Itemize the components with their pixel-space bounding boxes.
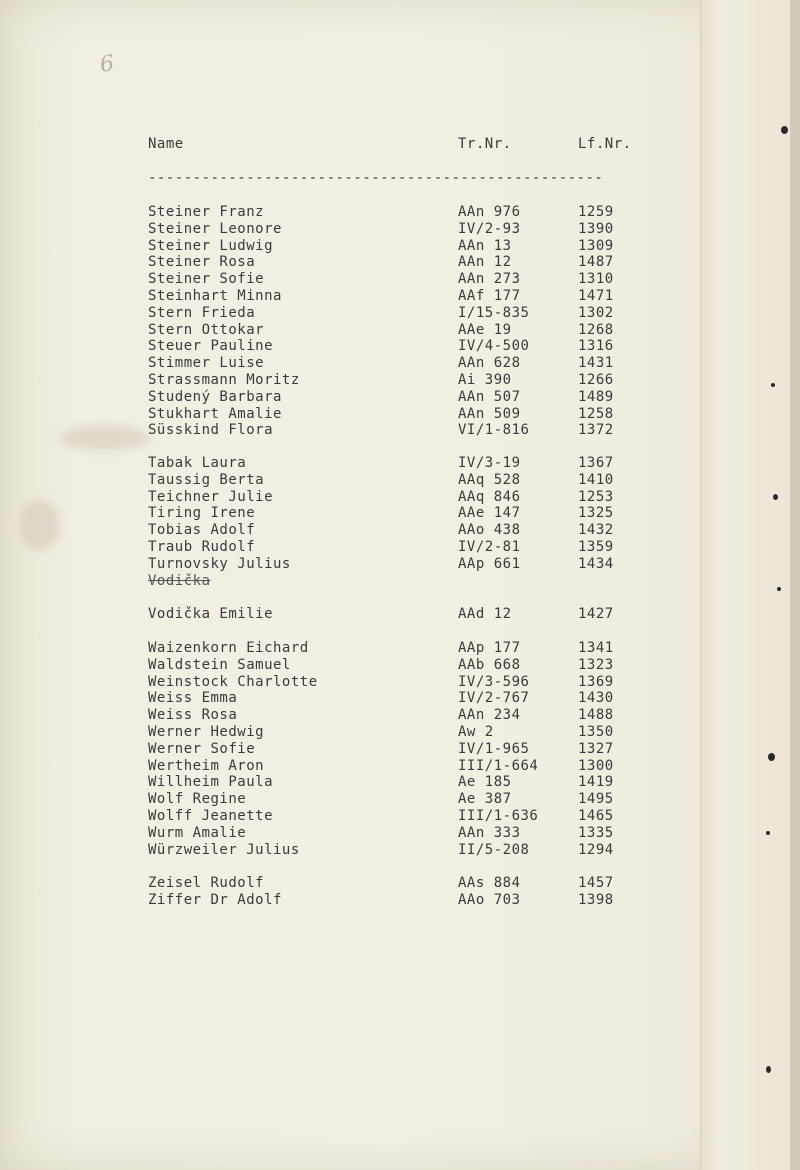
entry-name: Teichner Julie (148, 488, 274, 505)
entry-name: Willheim Paula (148, 774, 274, 791)
entry-lf-nr: 1471 (578, 288, 614, 304)
entry-tr-nr: AAn 509 (458, 405, 521, 422)
entry-name: Wolf Regine (148, 791, 247, 808)
speck (777, 587, 781, 591)
entry-lf-nr: 1294 (578, 841, 614, 858)
entry-lf-nr: 1316 (578, 338, 614, 355)
entry-name: Waldstein Samuel (148, 656, 291, 673)
entry-name: Vodička (148, 572, 211, 589)
entry-tr-nr: AAf 177 (458, 288, 521, 304)
entry-lf-nr: 1419 (578, 774, 614, 791)
entry-lf-nr: 1310 (578, 271, 614, 288)
entry-tr-nr: IV/2-93 (458, 220, 521, 237)
entry-name: Waizenkorn Eichard (148, 640, 309, 656)
pencil-page-number: 6 (98, 51, 116, 78)
entry-tr-nr: AAn 12 (458, 254, 512, 271)
entry-lf-nr: 1432 (578, 522, 614, 539)
entry-tr-nr: VI/1-816 (458, 422, 530, 439)
entry-tr-nr: AAp 177 (458, 640, 521, 656)
entry-name: Traub Rudolf (148, 539, 256, 555)
entry-name: Vodička Emilie (148, 606, 274, 622)
entry-name: Weinstock Charlotte (148, 673, 318, 690)
header-name: Name (148, 136, 184, 152)
entry-name: Steinhart Minna (148, 288, 282, 304)
speck (781, 126, 788, 134)
entry-name: Weiss Emma (148, 690, 238, 707)
entry-name: Turnovsky Julius (148, 555, 291, 572)
entry-name: Tobias Adolf (148, 522, 256, 539)
entry-lf-nr: 1488 (578, 707, 614, 724)
entry-lf-nr: 1359 (578, 539, 614, 555)
entry-lf-nr: 1253 (578, 488, 614, 505)
entry-lf-nr: 1258 (578, 405, 614, 422)
entry-tr-nr: I/15-835 (458, 304, 530, 321)
entry-tr-nr: Ai 390 (458, 372, 512, 388)
entry-name: Süsskind Flora (148, 422, 274, 439)
entry-name: Werner Sofie (148, 740, 256, 757)
entry-lf-nr: 1457 (578, 875, 614, 891)
entry-tr-nr: IV/1-965 (458, 740, 530, 757)
entry-name: Steiner Leonore (148, 220, 282, 237)
entry-lf-nr: 1268 (578, 321, 614, 338)
entry-tr-nr: IV/3-596 (458, 673, 530, 690)
entry-tr-nr: AAp 661 (458, 555, 521, 572)
entry-tr-nr: AAb 668 (458, 656, 521, 673)
entry-name: Zeisel Rudolf (148, 875, 265, 891)
entry-tr-nr: AAn 234 (458, 707, 521, 724)
entry-lf-nr: 1489 (578, 388, 614, 405)
entry-tr-nr: AAo 438 (458, 522, 521, 539)
entry-lf-nr: 1427 (578, 606, 614, 622)
entry-name: Stern Ottokar (148, 321, 265, 338)
entry-name: Wurm Amalie (148, 824, 247, 841)
entry-tr-nr: Ae 387 (458, 791, 512, 808)
entry-name: Tiring Irene (148, 505, 256, 522)
entry-lf-nr: 1430 (578, 690, 614, 707)
entry-tr-nr: IV/3-19 (458, 455, 521, 471)
entry-tr-nr: AAn 333 (458, 824, 521, 841)
header-divider: --------------------------------------------------- (148, 170, 604, 186)
entry-tr-nr: AAn 628 (458, 355, 521, 372)
entry-tr-nr: AAe 147 (458, 505, 521, 522)
entry-lf-nr: 1410 (578, 471, 614, 488)
entry-tr-nr: AAq 528 (458, 471, 521, 488)
entry-lf-nr: 1266 (578, 372, 614, 388)
entry-lf-nr: 1259 (578, 204, 614, 220)
entry-name: Steiner Ludwig (148, 237, 274, 254)
entry-tr-nr: IV/4-500 (458, 338, 530, 355)
entry-tr-nr: III/1-636 (458, 808, 539, 824)
entry-name: Stimmer Luise (148, 355, 265, 372)
entry-tr-nr: AAd 12 (458, 606, 512, 622)
entry-lf-nr: 1465 (578, 808, 614, 824)
speck (768, 753, 775, 761)
entry-tr-nr: IV/2-767 (458, 690, 530, 707)
entry-tr-nr: AAs 884 (458, 875, 521, 891)
entry-tr-nr: AAq 846 (458, 488, 521, 505)
entry-tr-nr: AAn 507 (458, 388, 521, 405)
entry-name: Strassmann Moritz (148, 372, 300, 388)
header-lf-nr: Lf.Nr. (578, 136, 632, 152)
entry-name: Stukhart Amalie (148, 405, 282, 422)
entry-name: Steuer Pauline (148, 338, 274, 355)
entry-name: Steiner Sofie (148, 271, 265, 288)
entry-tr-nr: III/1-664 (458, 757, 539, 774)
entry-name: Tabak Laura (148, 455, 247, 471)
entry-lf-nr: 1495 (578, 791, 614, 808)
entry-name: Würzweiler Julius (148, 841, 300, 858)
entry-tr-nr: AAn 13 (458, 237, 512, 254)
entry-lf-nr: 1390 (578, 220, 614, 237)
entry-lf-nr: 1300 (578, 757, 614, 774)
entry-lf-nr: 1325 (578, 505, 614, 522)
entry-lf-nr: 1302 (578, 304, 614, 321)
entry-lf-nr: 1367 (578, 455, 614, 471)
entry-name: Wolff Jeanette (148, 808, 274, 824)
entry-lf-nr: 1309 (578, 237, 614, 254)
entry-lf-nr: 1323 (578, 656, 614, 673)
paper-fold (700, 0, 791, 1170)
speck (771, 383, 775, 387)
entry-lf-nr: 1487 (578, 254, 614, 271)
entry-lf-nr: 1398 (578, 891, 614, 908)
entry-tr-nr: AAe 19 (458, 321, 512, 338)
entry-name: Studený Barbara (148, 388, 282, 405)
entry-lf-nr: 1327 (578, 740, 614, 757)
entry-lf-nr: 1431 (578, 355, 614, 372)
entry-name: Steiner Franz (148, 204, 265, 220)
entry-tr-nr: Ae 185 (458, 774, 512, 791)
entry-lf-nr: 1372 (578, 422, 614, 439)
entry-tr-nr: Aw 2 (458, 724, 494, 740)
entry-name: Ziffer Dr Adolf (148, 891, 282, 908)
entry-name: Stern Frieda (148, 304, 256, 321)
entry-tr-nr: IV/2-81 (458, 539, 521, 555)
entry-lf-nr: 1434 (578, 555, 614, 572)
entry-name: Weiss Rosa (148, 707, 238, 724)
entry-name: Steiner Rosa (148, 254, 256, 271)
entry-tr-nr: AAo 703 (458, 891, 521, 908)
paper-edge (790, 0, 800, 1170)
entry-lf-nr: 1335 (578, 824, 614, 841)
entry-lf-nr: 1369 (578, 673, 614, 690)
speck (766, 1066, 771, 1073)
entry-lf-nr: 1350 (578, 724, 614, 740)
entry-tr-nr: AAn 976 (458, 204, 521, 220)
entry-name: Werner Hedwig (148, 724, 265, 740)
entry-tr-nr: AAn 273 (458, 271, 521, 288)
entry-name: Taussig Berta (148, 471, 265, 488)
entry-lf-nr: 1341 (578, 640, 614, 656)
speck (773, 494, 778, 500)
entry-tr-nr: II/5-208 (458, 841, 530, 858)
speck (766, 831, 770, 835)
header-tr-nr: Tr.Nr. (458, 136, 512, 152)
entry-name: Wertheim Aron (148, 757, 265, 774)
